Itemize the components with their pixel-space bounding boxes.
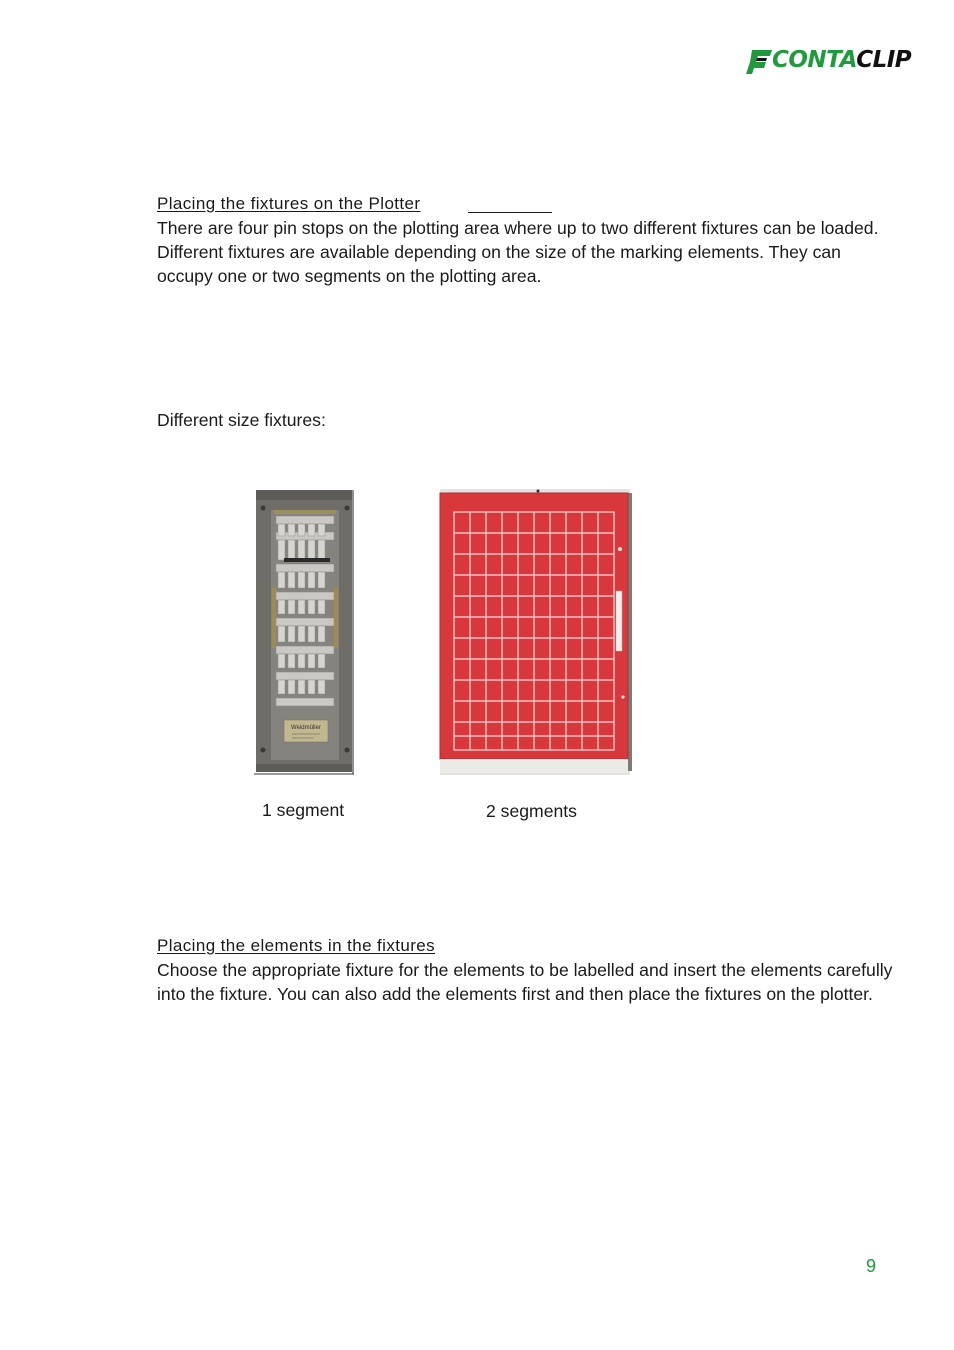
logo-wordmark	[772, 46, 911, 74]
section-heading-plotter: Placing the fixtures on the Plotter	[157, 194, 421, 213]
fixture-label-plate	[284, 720, 328, 742]
fixtures-intro-text: Different size fixtures:	[157, 410, 326, 430]
section-paragraph-plotter: There are four pin stops on the plotting area where up to two different fixtures can be loaded. Different fixtures are available depending on the size of the marking elements. They can occupy one or two segments on the plotting area.	[157, 218, 879, 286]
contaclip-logo	[746, 44, 916, 78]
two-segment-fixture-photo	[438, 487, 634, 782]
one-segment-fixture-photo	[254, 488, 356, 781]
heading-underline-extension	[468, 212, 552, 213]
page-number: 9	[866, 1256, 877, 1276]
section-heading-elements: Placing the elements in the fixtures	[157, 936, 436, 955]
section-paragraph-elements: Choose the appropriate fixture for the elements to be labelled and insert the elements carefully into the fixture. You can also add the elements first and then place the fixtures on the plotter.	[157, 960, 893, 1004]
logo-wordmark-suffix: CLIP	[856, 47, 912, 73]
logo-wordmark-prefix: CONTA	[772, 47, 857, 73]
one-segment-caption: 1 segment	[262, 800, 345, 820]
two-segments-caption: 2 segments	[486, 801, 577, 821]
fixture-label-plate-text: Weidmüller	[291, 725, 321, 731]
